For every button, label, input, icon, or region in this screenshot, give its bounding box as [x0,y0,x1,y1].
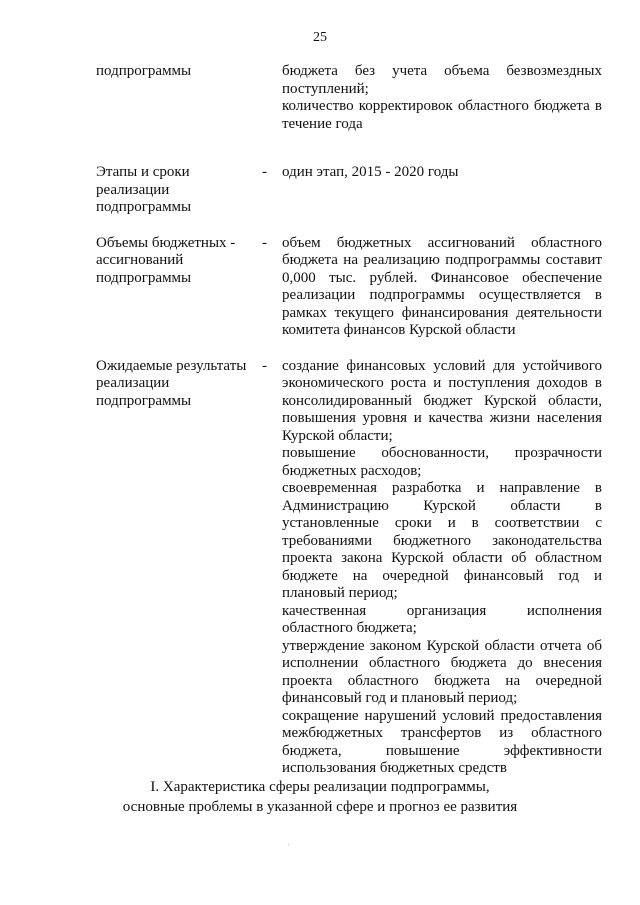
value-paragraph: создание финансовых условий для устойчивого экономического роста и поступления доходов в консолидированный бюджет Курской области, повышения уровня и качества жизни населения Курской области; [282,357,602,444]
section-heading [0,777,640,817]
passport-row-results [96,358,602,778]
subprogram-passport [96,63,602,778]
value-paragraph: один этап, 2015 - 2020 годы [282,164,459,180]
value-paragraph: сокращение нарушений условий предоставления межбюджетных трансфертов из областного бюджета, повышение эффективности использования бюджетных средств [282,707,602,776]
row-value [282,358,602,778]
value-paragraph: объем бюджетных ассигнований областного бюджета на реализацию подпрограммы составит 0,000 тыс. рублей. Финансовое обеспечение реализации подпрограммы осуществляется в рамках текущего финансирования деятельности комитета финансов Курской области [282,234,602,338]
value-paragraph: своевременная разработка и направление в Администрацию Курской области в установленные сроки и в соответствии с требованиями бюджетного законодательства проекта закона Курской области об областном бюджете на очередной финансовый год и плановый период; [282,480,602,601]
row-value [282,235,602,340]
value-paragraph: количество корректировок областного бюджета в течение года [282,98,602,132]
row-dash: - [262,234,267,251]
row-value [282,164,602,182]
row-dash: - [262,357,267,374]
row-value [282,63,602,133]
page-number: 25 [313,30,327,45]
row-dash: - [262,164,267,180]
passport-row-budget [96,235,602,340]
section-heading-line: основные проблемы в указанной сфере и прогноз ее развития [122,799,518,815]
value-paragraph: повышение обоснованности, прозрачности бюджетных расходов; [282,445,602,479]
row-label: Этапы и сроки реализации подпрограммы [96,164,192,215]
row-label: подпрограммы [96,63,192,79]
value-paragraph: качественная организация исполнения областного бюджета; [282,602,602,636]
passport-row-stages [96,164,602,217]
value-paragraph: бюджета без учета объема безвозмездных поступлений; [282,63,602,97]
passport-row-indicators [96,63,602,133]
row-label: Объемы бюджетных - ассигнований подпрограммы [96,234,236,286]
value-paragraph: утверждение законом Курской области отчета об исполнении областного бюджета до внесения проекта областного бюджета на очередной финансовый год и плановый период; [282,637,602,706]
section-heading-line: I. Характеристика сферы реализации подпрограммы, [150,779,490,795]
scan-artifact [288,844,289,845]
row-label: Ожидаемые результаты реализации подпрограммы [96,357,247,409]
